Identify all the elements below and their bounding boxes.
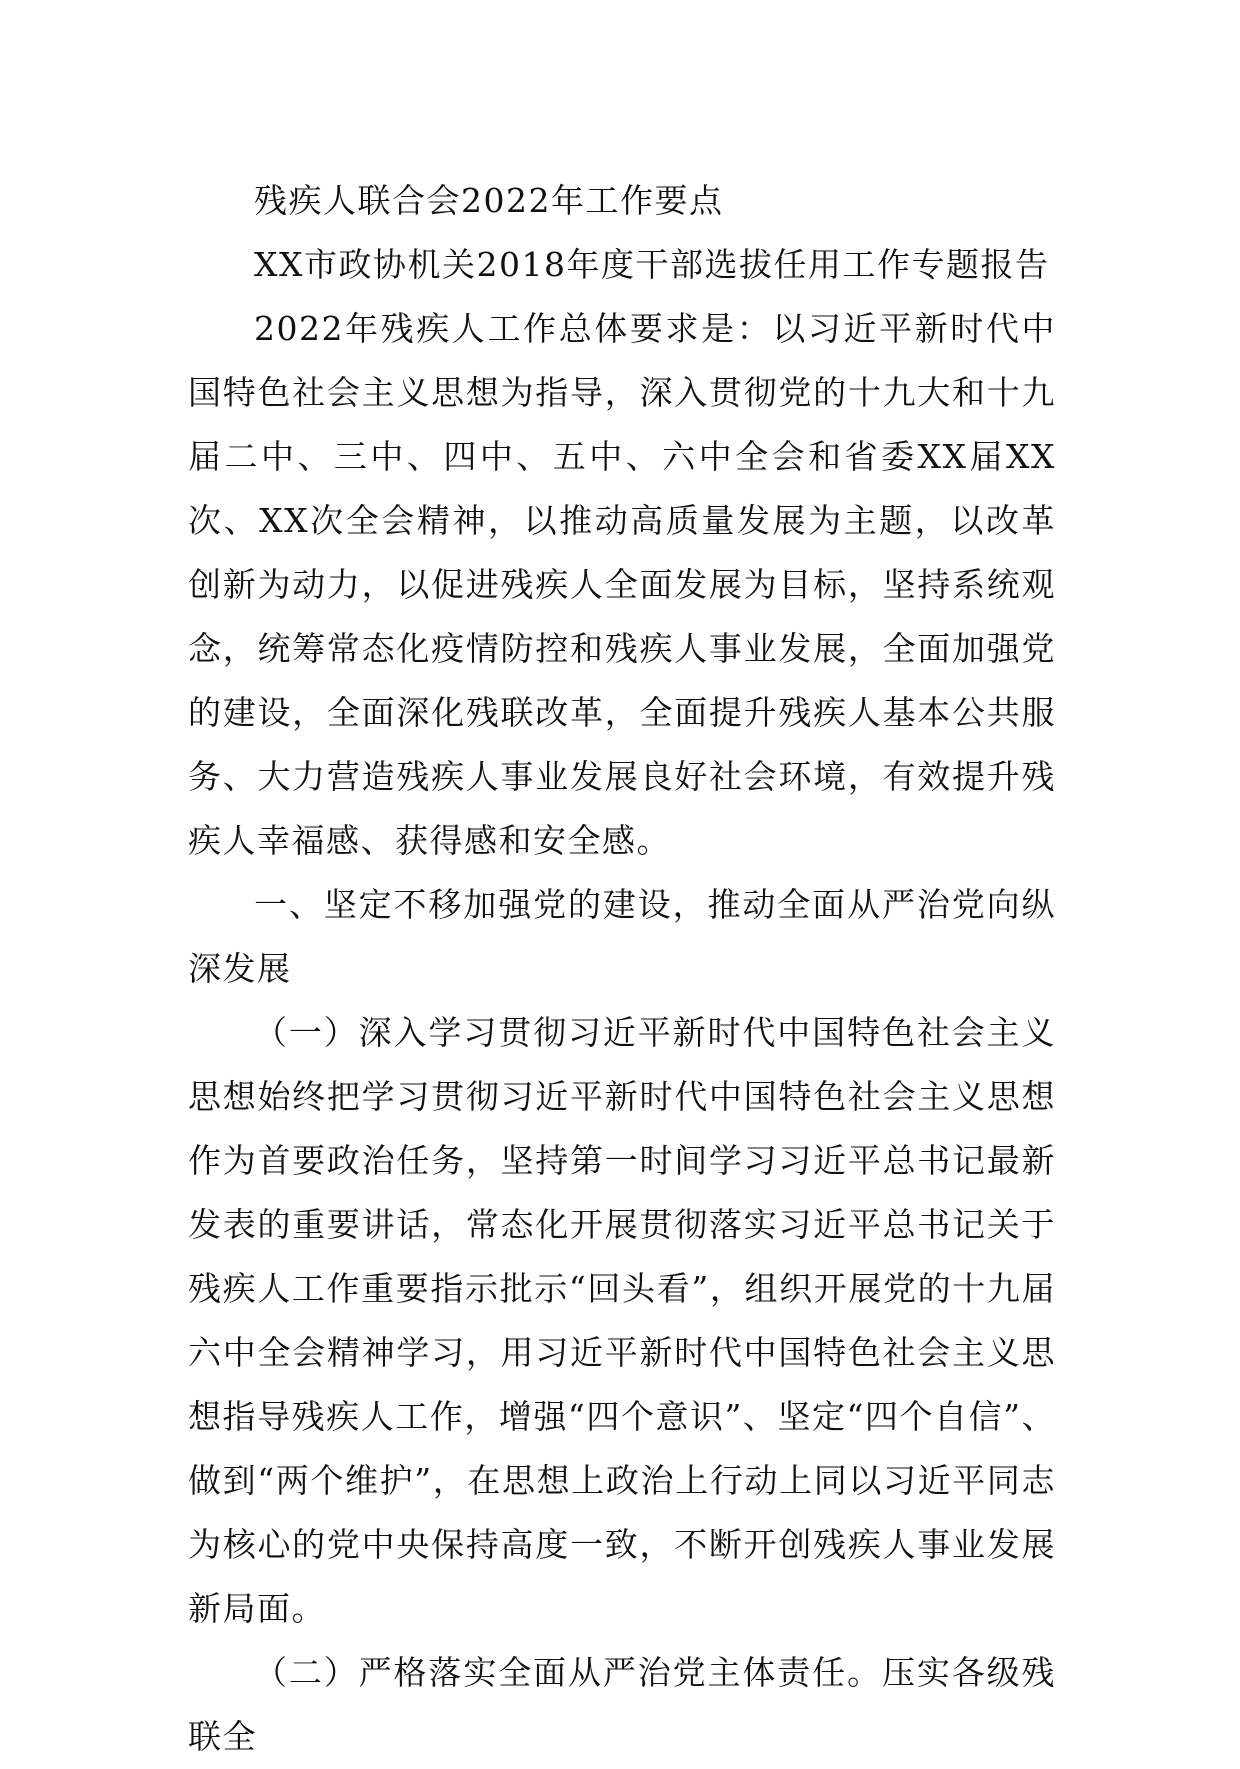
paragraph-general-requirements: 2022年残疾人工作总体要求是：以习近平新时代中国特色社会主义思想为指导，深入贯彻党的十九大和十九届二中、三中、四中、五中、六中全会和省委XX届XX次、XX次全会精神，以推动高质量发展为主题，以改革创新为动力，以促进残疾人全面发展为目标，坚持系统观念，统筹常态化疫情防控和残疾人事业发展，全面加强党的建设，全面深化残联改革，全面提升残疾人基本公共服务、大力营造残疾人事业发展良好社会环境，有效提升残疾人幸福感、获得感和安全感。 xyxy=(188,309,1056,860)
subsection-2-paragraph: （二）严格落实全面从严治党主体责任。压实各级残联全 xyxy=(188,1653,1056,1756)
subsection-1-paragraph: （一）深入学习贯彻习近平新时代中国特色社会主义思想始终把学习贯彻习近平新时代中国特色社会主义思想作为首要政治任务，坚持第一时间学习习近平总书记最新发表的重要讲话，常态化开展贯彻落实习近平总书记关于残疾人工作重要指示批示“回头看”，组织开展党的十九届六中全会精神学习，用习近平新时代中国特色社会主义思想指导残疾人工作，增强“四个意识”、坚定“四个自信”、做到“两个维护”，在思想上政治上行动上同以习近平同志为核心的党中央保持高度一致，不断开创残疾人事业发展新局面。 xyxy=(188,1013,1056,1628)
document-subtitle-line: XX市政协机关2018年度干部选拔任用工作专题报告 xyxy=(254,245,1050,284)
section-heading-1: 一、坚定不移加强党的建设，推动全面从严治党向纵深发展 xyxy=(188,885,1056,988)
document-body xyxy=(188,169,1056,1769)
document-title-line: 残疾人联合会2022年工作要点 xyxy=(254,181,724,220)
